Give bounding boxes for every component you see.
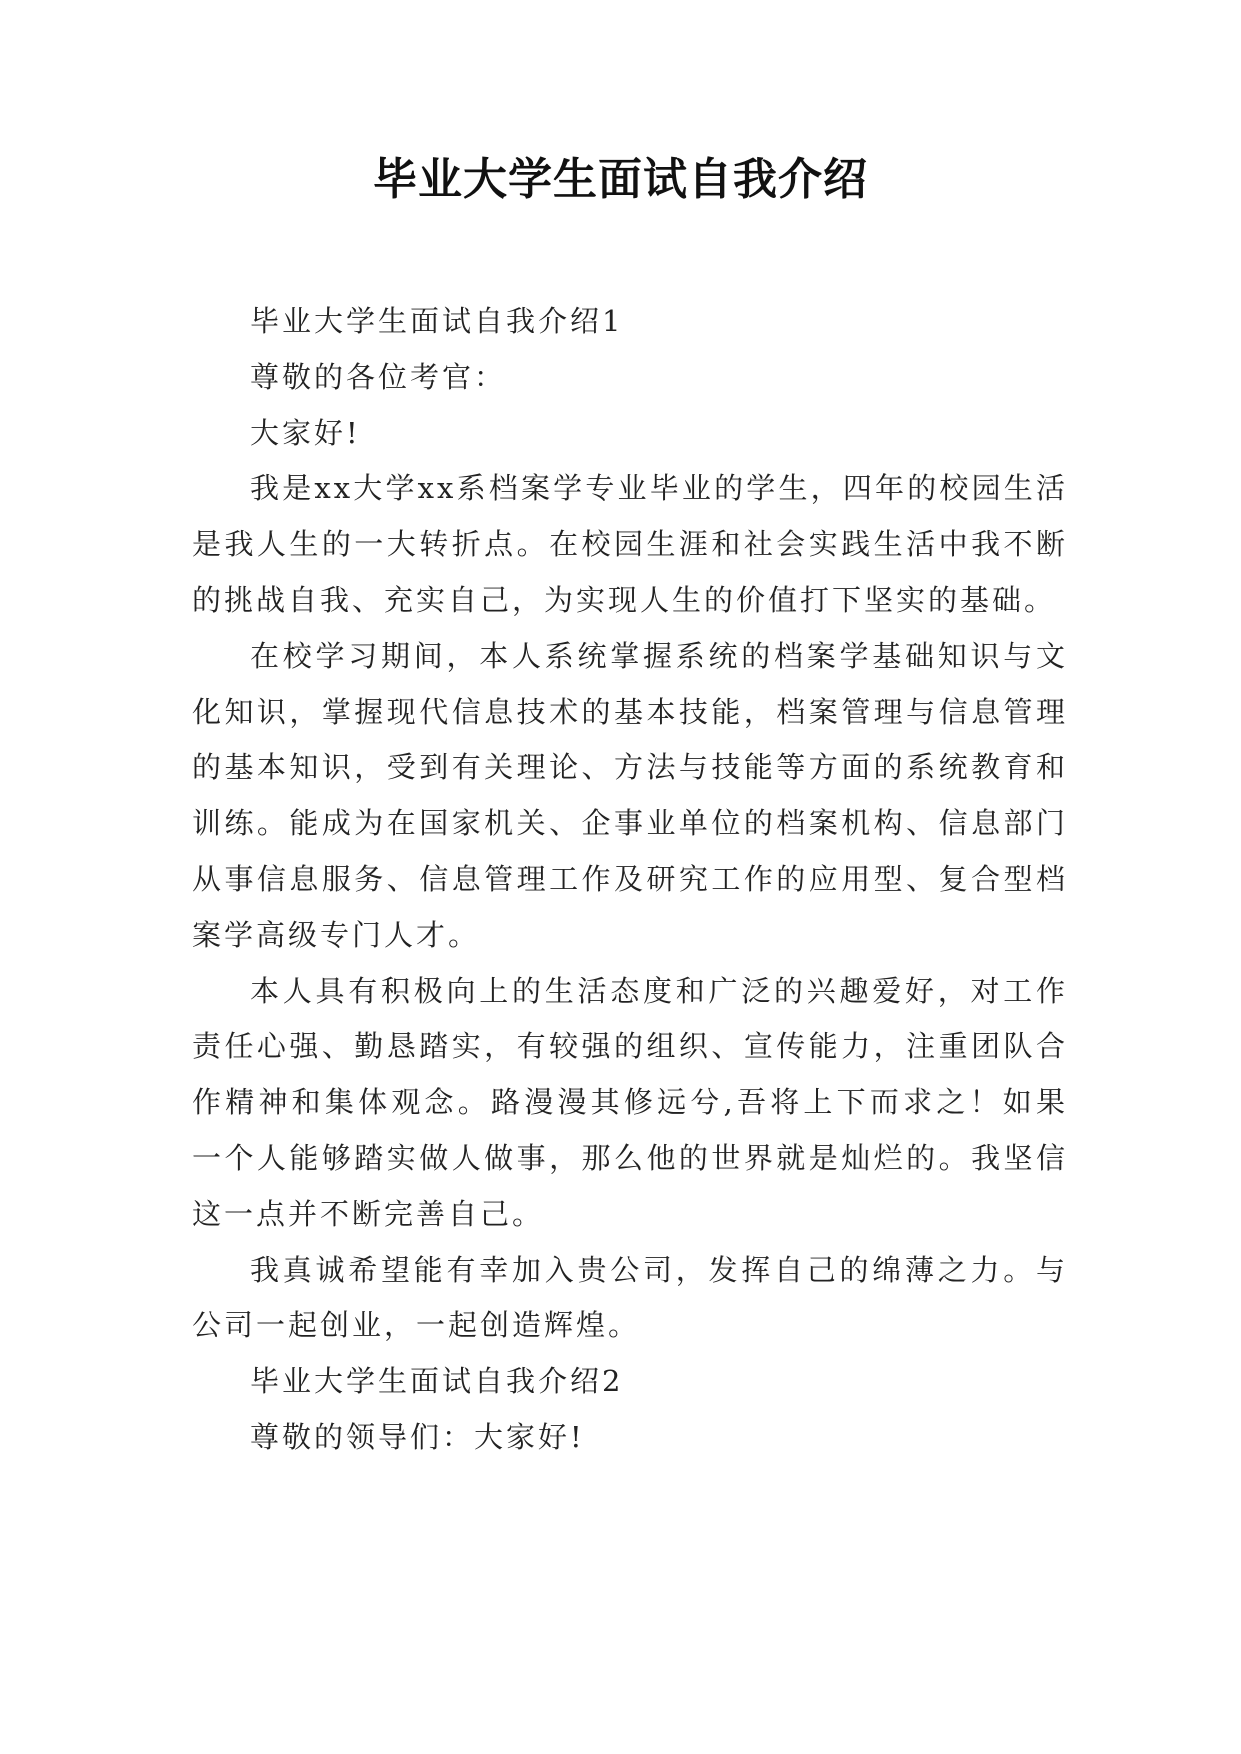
salutation-2: 尊敬的领导们：大家好! (250, 1419, 585, 1454)
document-body (192, 294, 1068, 1466)
section-heading-1: 毕业大学生面试自我介绍1 (250, 304, 624, 338)
paragraph-intro: 我是xx大学xx系档案学专业毕业的学生，四年的校园生活是我人生的一大转折点。在校园生涯和社会实践生活中我不断的挑战自我、充实自己，为实现人生的价值打下坚实的基础。 (192, 471, 1068, 617)
greeting: 大家好! (250, 415, 361, 450)
salutation: 尊敬的各位考官： (250, 359, 507, 394)
section-heading-2: 毕业大学生面试自我介绍2 (250, 1364, 624, 1399)
paragraph-personality: 本人具有积极向上的生活态度和广泛的兴趣爱好，对工作责任心强、勤恳踏实，有较强的组织、宣传能力，注重团队合作精神和集体观念。路漫漫其修远兮,吾将上下而求之！如果一个人能够踏实做人做事，那么他的世界就是灿烂的。我坚信这一点并不断完善自己。 (192, 973, 1068, 1231)
paragraph-study: 在校学习期间，本人系统掌握系统的档案学基础知识与文化知识，掌握现代信息技术的基本技能，档案管理与信息管理的基本知识，受到有关理论、方法与技能等方面的系统教育和训练。能成为在国家机关、企事业单位的档案机构、信息部门从事信息服务、信息管理工作及研究工作的应用型、复合型档案学高级专门人才。 (192, 638, 1068, 952)
paragraph-closing: 我真诚希望能有幸加入贵公司，发挥自己的绵薄之力。与公司一起创业，一起创造辉煌。 (192, 1252, 1068, 1343)
document-title: 毕业大学生面试自我介绍 (373, 154, 868, 205)
